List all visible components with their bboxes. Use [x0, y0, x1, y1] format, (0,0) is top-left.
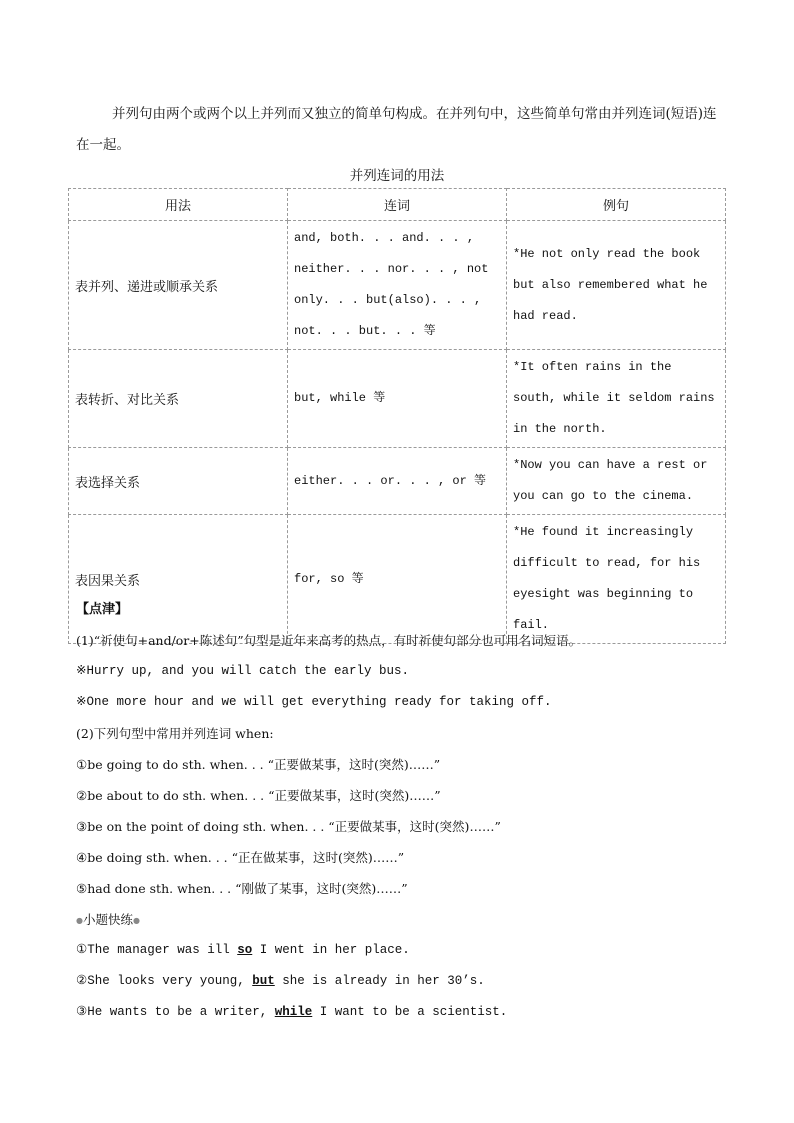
note-example-2: ※One more hour and we will get everything ready for taking off.: [76, 695, 552, 709]
conj-cell: for, so 等: [288, 515, 507, 644]
q2-answer: but: [252, 974, 275, 988]
practice-title-text: 小题快练: [82, 912, 133, 927]
usage-cell: 表选择关系: [69, 448, 288, 515]
q3-after: I want to be a scientist.: [312, 1005, 508, 1019]
example-cell: *It often rains in the south, while it seldom rains in the north.: [507, 350, 726, 448]
usage-cell: 表转折、对比关系: [69, 350, 288, 448]
q3-before: ③He wants to be a writer,: [76, 1005, 275, 1019]
pattern-5: ⑤had done sth. when. . . “刚做了某事，这时(突然)……”: [76, 881, 408, 896]
q2-after: she is already in her 30’s.: [274, 974, 485, 988]
practice-question-2: [76, 966, 581, 997]
table-row: [69, 221, 726, 350]
bullet-dot-icon: ●: [76, 916, 83, 925]
practice-question-1: [76, 935, 581, 966]
conj-cell: and, both. . . and. . . , neither. . . nor. . . , not only. . . but(also). . . , not. . . but. . . 等: [288, 221, 507, 350]
table-header-row: [69, 189, 726, 221]
pattern-3: ③be on the point of doing sth. when. . . “正要做某事，这时(突然)……”: [76, 819, 501, 834]
q1-before: ①The manager was ill: [76, 943, 238, 957]
example-cell: *Now you can have a rest or you can go to the cinema.: [507, 448, 726, 515]
pattern-2: ②be about to do sth. when. . . “正要做某事，这时(突然)……”: [76, 788, 441, 803]
pattern-1: ①be going to do sth. when. . . “正要做某事，这时(突然)……”: [76, 757, 441, 772]
table-row: [69, 448, 726, 515]
notes-title: 【点津】: [76, 602, 129, 617]
header-example: 例句: [507, 189, 726, 221]
q3-answer: while: [274, 1005, 313, 1019]
note-2: (2)下列句型中常用并列连词 when:: [76, 726, 274, 741]
q2-before: ②She looks very young,: [76, 974, 253, 988]
example-cell: *He not only read the book but also remembered what he had read.: [507, 221, 726, 350]
q1-after: I went in her place.: [252, 943, 410, 957]
intro-paragraph: 并列句由两个或两个以上并列而又独立的简单句构成。在并列句中，这些简单句常由并列连词(短语)连在一起。: [76, 106, 717, 153]
usage-cell: 表因果关系: [69, 515, 288, 644]
conj-cell: but, while 等: [288, 350, 507, 448]
table-row: [69, 350, 726, 448]
conjunction-table: [68, 188, 726, 644]
practice-question-3: [76, 997, 581, 1028]
pattern-4: ④be doing sth. when. . . “正在做某事，这时(突然)……”: [76, 850, 405, 865]
note-1: (1)“祈使句+and/or+陈述句”句型是近年来高考的热点，有时祈使句部分也可用名词短语。: [76, 633, 582, 648]
bullet-dot-icon: ●: [133, 916, 140, 925]
notes-section: [76, 594, 581, 1028]
note-example-1: ※Hurry up, and you will catch the early bus.: [76, 664, 410, 678]
q1-answer: so: [237, 943, 253, 957]
header-usage: 用法: [69, 189, 288, 221]
practice-title: [76, 904, 581, 935]
table-caption: 并列连词的用法: [349, 168, 445, 184]
header-conj: 连词: [288, 189, 507, 221]
example-cell: *He found it increasingly difficult to read, for his eyesight was beginning to fail.: [507, 515, 726, 644]
conj-cell: either. . . or. . . , or 等: [288, 448, 507, 515]
usage-cell: 表并列、递进或顺承关系: [69, 221, 288, 350]
